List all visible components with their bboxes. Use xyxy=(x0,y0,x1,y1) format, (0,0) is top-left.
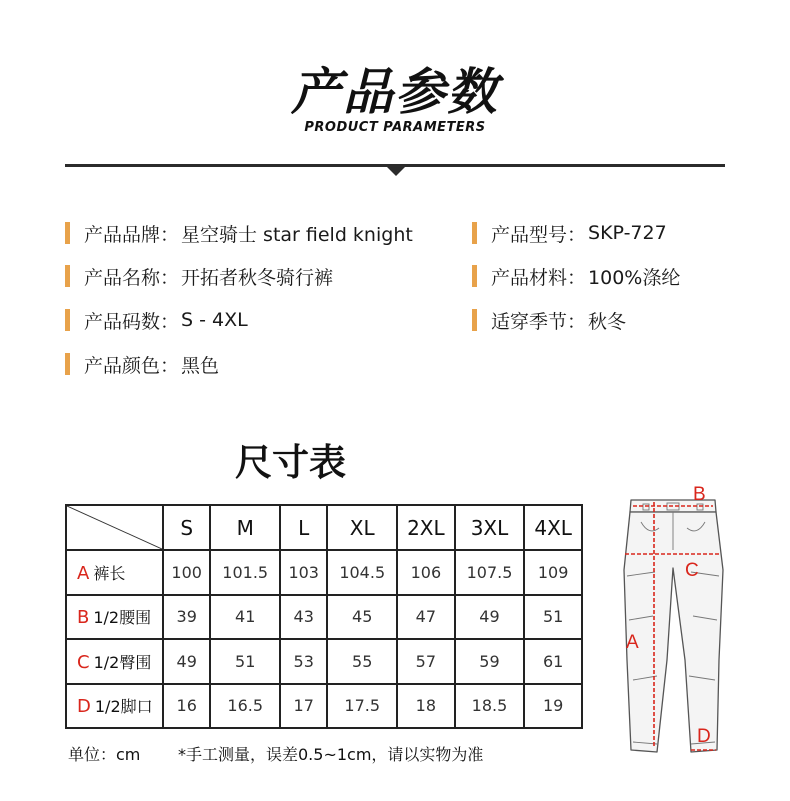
table-cell: 106 xyxy=(397,550,455,595)
param-bar-icon xyxy=(472,222,477,244)
row-label xyxy=(66,684,163,729)
table-cell: 49 xyxy=(455,595,525,640)
size-header-cell: L xyxy=(280,505,327,550)
table-cell: 59 xyxy=(455,639,525,684)
table-cell: 109 xyxy=(524,550,582,595)
param-sizes xyxy=(65,308,248,332)
table-cell: 45 xyxy=(327,595,397,640)
param-value: S - 4XL xyxy=(181,309,248,331)
table-cell: 61 xyxy=(524,639,582,684)
row-letter: A xyxy=(77,562,90,584)
table-cell: 107.5 xyxy=(455,550,525,595)
table-cell: 103 xyxy=(280,550,327,595)
unit-label: 单位：cm xyxy=(68,745,141,764)
param-value: 黑色 xyxy=(181,354,220,377)
param-label: 产品品牌： xyxy=(84,223,180,246)
table-cell: 104.5 xyxy=(327,550,397,595)
table-cell: 100 xyxy=(163,550,210,595)
row-label xyxy=(66,550,163,595)
param-value: 星空骑士 star field knight xyxy=(181,223,413,246)
table-cell: 18.5 xyxy=(455,684,525,729)
diagonal-line-icon xyxy=(67,506,162,549)
diagram-label-c: C xyxy=(685,560,699,581)
row-label xyxy=(66,595,163,640)
param-bar-icon xyxy=(65,353,70,375)
param-value: 开拓者秋冬骑行裤 xyxy=(181,266,334,289)
table-cell: 18 xyxy=(397,684,455,729)
param-season xyxy=(472,308,626,332)
size-table-header xyxy=(66,505,582,550)
row-label xyxy=(66,639,163,684)
param-model xyxy=(472,221,667,245)
table-row xyxy=(66,595,582,640)
table-cell: 17.5 xyxy=(327,684,397,729)
diagram-label-d: D xyxy=(697,726,711,747)
param-color xyxy=(65,352,219,376)
row-letter: D xyxy=(77,696,91,718)
table-row xyxy=(66,550,582,595)
size-header-cell: 4XL xyxy=(524,505,582,550)
table-cell: 16 xyxy=(163,684,210,729)
measurement-note: *手工测量，误差0.5~1cm，请以实物为准 xyxy=(178,745,484,764)
table-row xyxy=(66,639,582,684)
size-header-cell: 3XL xyxy=(455,505,525,550)
table-cell: 39 xyxy=(163,595,210,640)
pants-diagram-icon xyxy=(615,480,730,770)
size-header-cell: S xyxy=(163,505,210,550)
param-brand xyxy=(65,221,413,245)
row-letter: C xyxy=(77,651,90,673)
table-cell: 17 xyxy=(280,684,327,729)
param-value: 100%涤纶 xyxy=(588,266,681,289)
param-bar-icon xyxy=(472,309,477,331)
param-label: 产品名称： xyxy=(84,266,180,289)
param-bar-icon xyxy=(65,265,70,287)
param-label: 适穿季节： xyxy=(491,310,587,333)
param-value: 秋冬 xyxy=(588,310,627,333)
diagram-label-b: B xyxy=(693,484,706,505)
table-row xyxy=(66,684,582,729)
row-name: 1/2脚口 xyxy=(94,697,153,717)
table-cell: 101.5 xyxy=(210,550,280,595)
size-header-cell: 2XL xyxy=(397,505,455,550)
param-bar-icon xyxy=(65,222,70,244)
table-cell: 16.5 xyxy=(210,684,280,729)
param-bar-icon xyxy=(65,309,70,331)
size-header-cell: M xyxy=(210,505,280,550)
row-name: 1/2腰围 xyxy=(93,608,152,628)
table-cell: 49 xyxy=(163,639,210,684)
param-label: 产品型号： xyxy=(491,223,587,246)
row-name: 1/2臀围 xyxy=(93,652,152,672)
table-cell: 51 xyxy=(210,639,280,684)
param-label: 产品材料： xyxy=(491,266,587,289)
param-bar-icon xyxy=(472,265,477,287)
row-letter: B xyxy=(77,607,90,629)
param-material xyxy=(472,264,680,288)
table-cell: 53 xyxy=(280,639,327,684)
table-cell: 41 xyxy=(210,595,280,640)
row-name: 裤长 xyxy=(93,563,126,583)
page-title: 产品参数 xyxy=(291,63,499,121)
table-cell: 43 xyxy=(280,595,327,640)
table-cell: 51 xyxy=(524,595,582,640)
divider-arrow-icon xyxy=(386,166,406,176)
table-corner-cell xyxy=(66,505,163,550)
table-cell: 55 xyxy=(327,639,397,684)
size-header-cell: XL xyxy=(327,505,397,550)
table-cell: 57 xyxy=(397,639,455,684)
param-label: 产品颜色： xyxy=(84,354,180,377)
param-label: 产品码数： xyxy=(84,310,180,333)
size-chart-title: 尺寸表 xyxy=(235,441,346,484)
diagram-label-a: A xyxy=(626,632,639,653)
param-name xyxy=(65,264,333,288)
table-cell: 19 xyxy=(524,684,582,729)
param-value: SKP-727 xyxy=(588,222,667,244)
table-cell: 47 xyxy=(397,595,455,640)
page-subtitle: PRODUCT PARAMETERS xyxy=(304,120,486,135)
size-table xyxy=(65,504,583,729)
